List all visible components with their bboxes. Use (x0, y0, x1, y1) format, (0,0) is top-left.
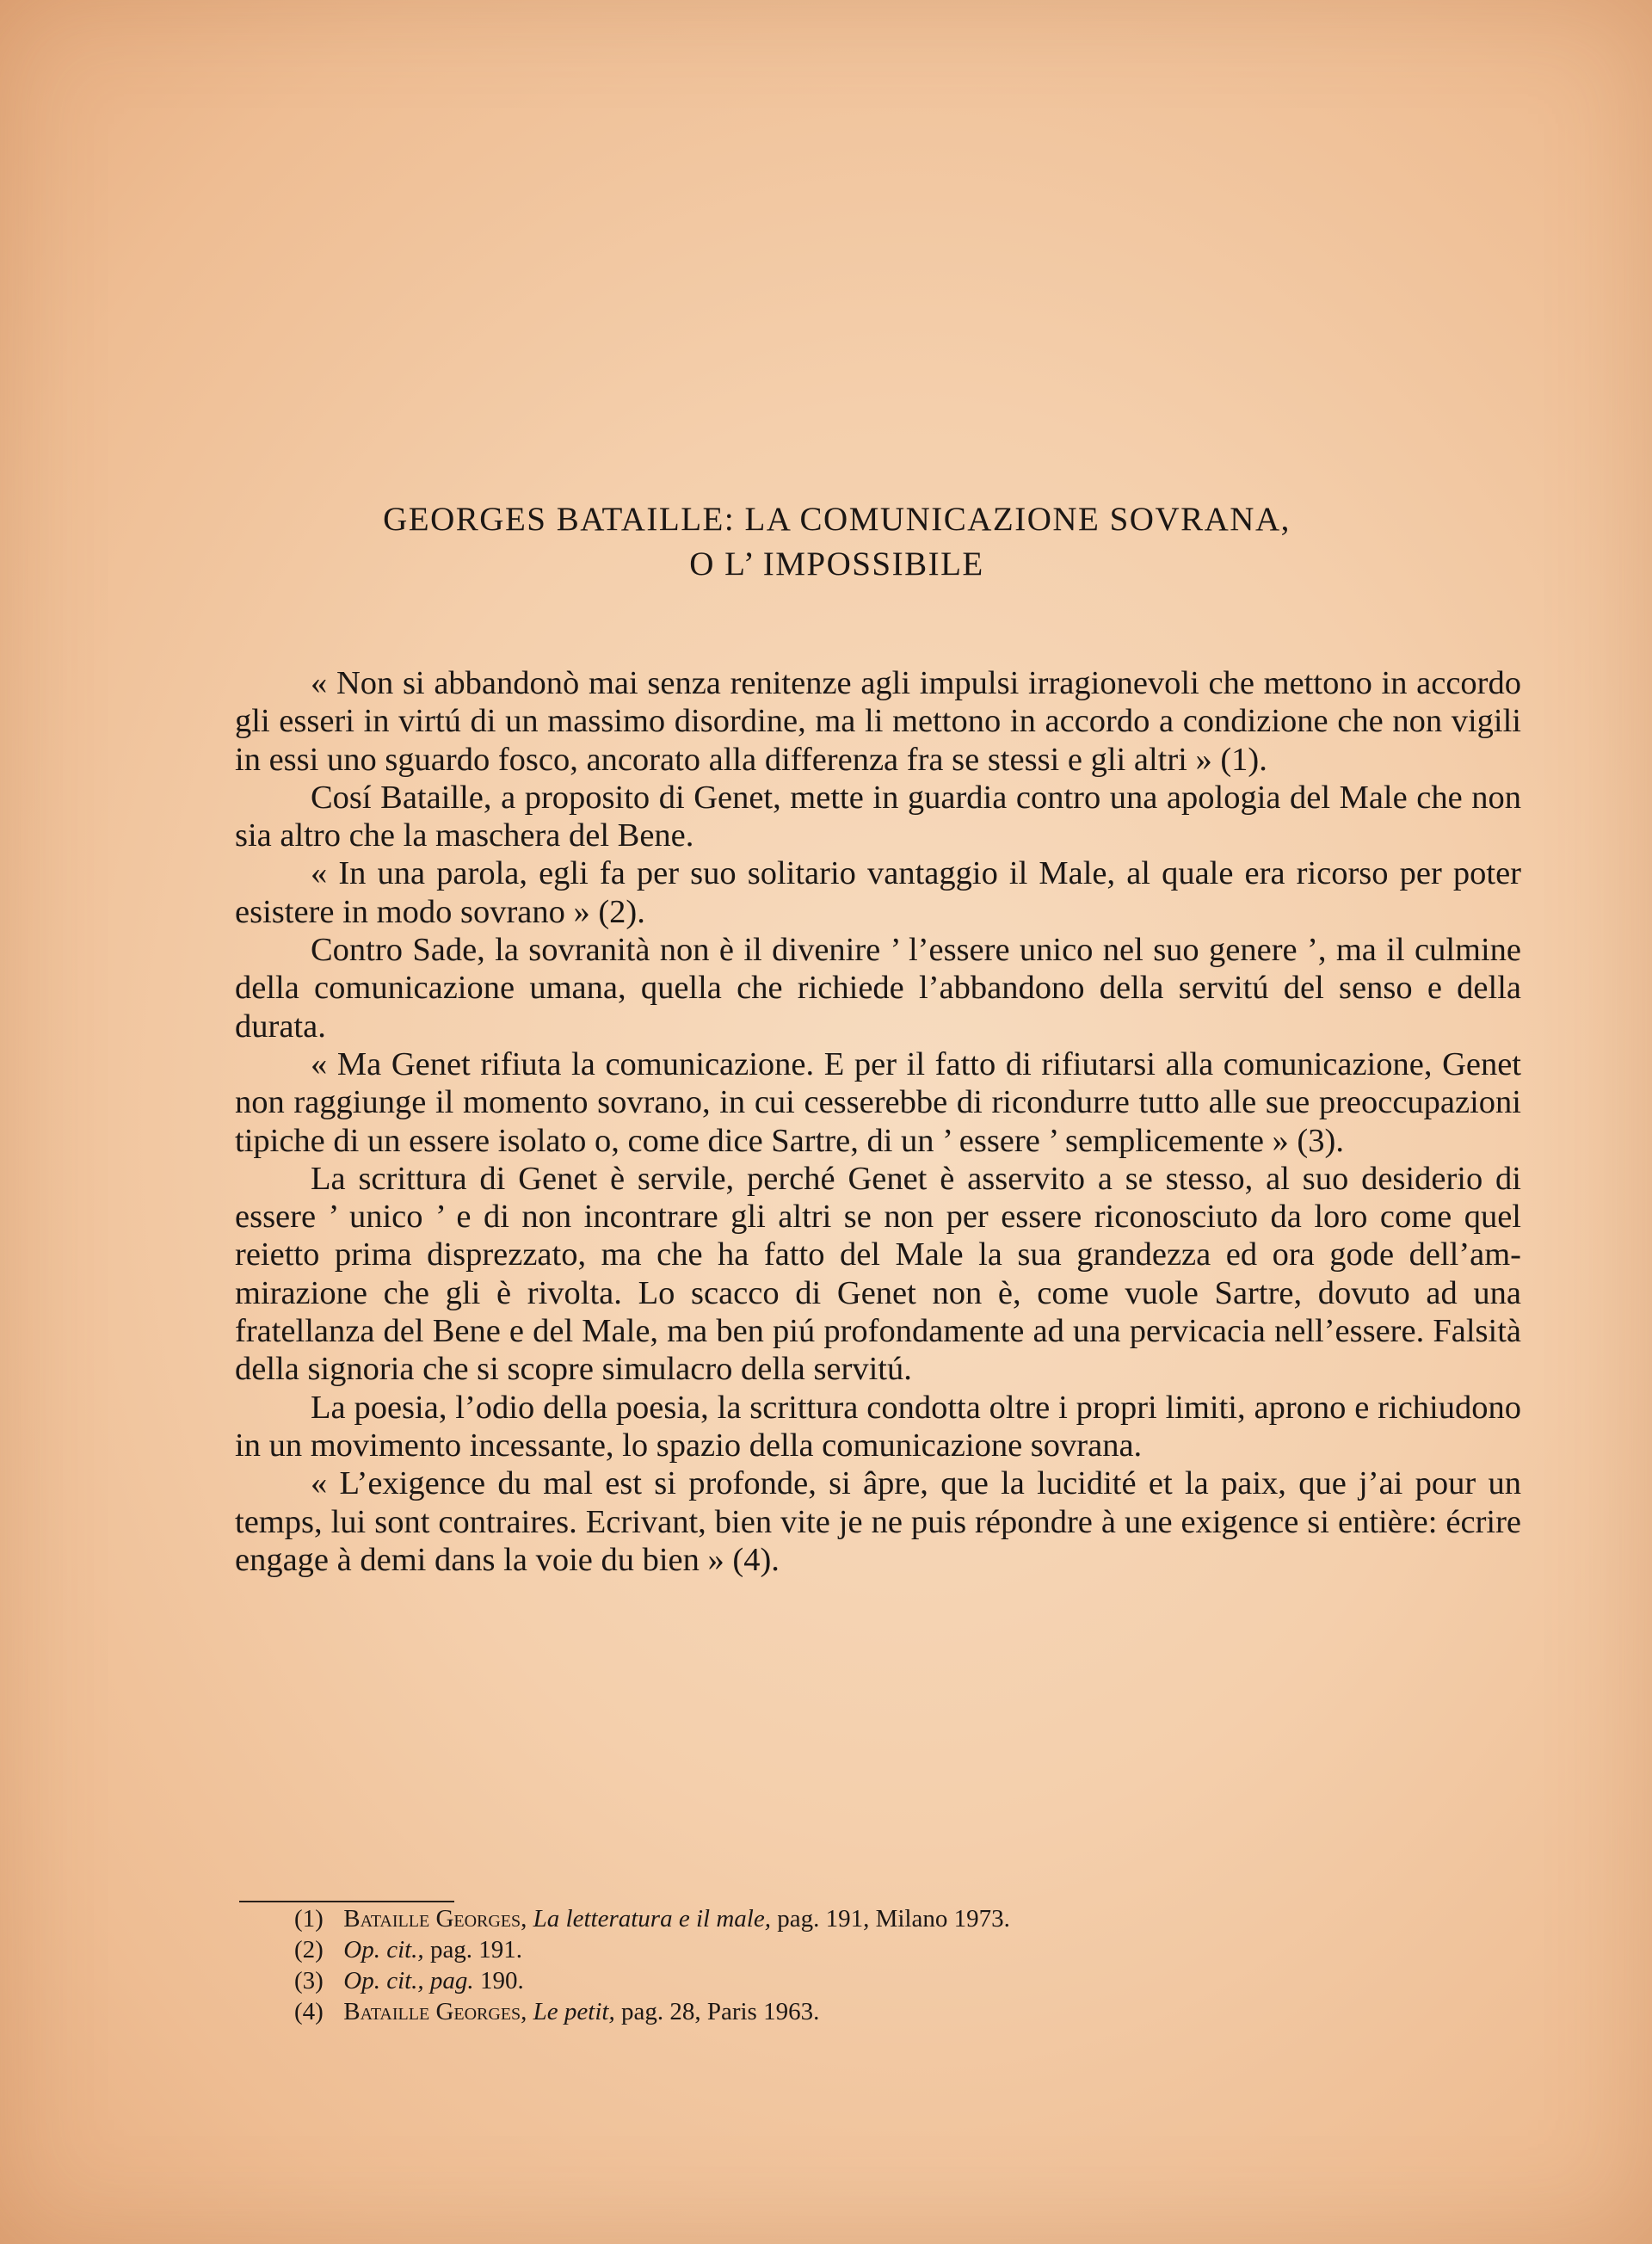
footnote-details: pag. 191. (429, 1936, 523, 1964)
footnote-number: (4) (294, 1998, 324, 2025)
footnote-work: Op. cit., (343, 1936, 424, 1964)
paragraph-5: « Ma Genet rifiuta la comunicazione. E per il fatto di rifiutarsi alla comunicazione, Genet non raggiunge il momento sovrano, in cui cesserebbe di ricondurre tutto alle sue preoccupazioni tipiche di un essere isolato o, come dice Sartre, di un ’ essere ’ semplicemente » (3). (235, 1045, 1521, 1159)
footnote-work: La letteratura e il male, (533, 1905, 771, 1933)
footnotes (294, 1903, 1482, 2027)
title-line-1: GEORGES BATAILLE: LA COMUNICAZIONE SOVRANA, (383, 501, 1291, 538)
footnote-divider (239, 1901, 454, 1902)
paragraph-6: La scrittura di Genet è servile, perché Genet è asservito a se stesso, al suo desiderio di essere ’ unico ’ e di non incontrare gli altri se non per essere riconosciuto da loro come quel reietto prima disprezzato, ma che ha fatto del Male la sua grandezza ed ora gode dell’ammirazione che gli è rivolta. Lo scacco di Genet non è, come vuole Sartre, dovuto ad una fratellanza del Bene e del Male, ma ben piú profondamente ad una pervicacia nell’essere. Falsità della signoria che si scopre simulacro della servitú. (235, 1160, 1521, 1388)
footnote-number: (3) (294, 1967, 324, 1994)
paragraph-4: Contro Sade, la sovranità non è il divenire ’ l’essere unico nel suo genere ’, ma il culmine della comunicazione umana, quella che richiede l’abbandono della servitú del senso e della durata. (235, 932, 1521, 1045)
paragraph-2: Cosí Bataille, a proposito di Genet, mette in guardia contro una apologia del Male che non sia altro che la maschera del Bene. (235, 779, 1521, 854)
chapter-title (237, 497, 1437, 587)
footnote-number: (1) (294, 1905, 324, 1933)
paragraph-8: « L’exigence du mal est si profonde, si âpre, que la lucidité et la paix, que j’ai pour un temps, lui sont contraires. Ecrivant, bien vite je ne puis répondre à une exigence si entière: écrire engage à demi dans la voie du bien » (4). (235, 1465, 1521, 1578)
footnote-author: Bataille Georges, (343, 1905, 527, 1933)
paragraph-7: La poesia, l’odio della poesia, la scrittura condotta oltre i propri limiti, aprono e richiudono in un movimento incessante, lo spazio della comunicazione sovrana. (235, 1389, 1521, 1464)
footnote-1 (294, 1903, 1482, 1934)
footnote-details: pag. 28, Paris 1963. (620, 1998, 820, 2025)
footnote-2 (294, 1934, 1482, 1965)
footnote-details: 190. (479, 1967, 524, 1994)
footnote-work: Op. cit., pag. (343, 1967, 474, 1994)
footnote-3 (294, 1965, 1482, 1996)
footnote-author: Bataille Georges, (343, 1998, 527, 2025)
body-text (235, 664, 1521, 1579)
footnote-details: pag. 191, Milano 1973. (777, 1905, 1010, 1933)
title-line-2: O L’ IMPOSSIBILE (689, 546, 984, 583)
paragraph-3: « In una parola, egli fa per suo solitario vantaggio il Male, al quale era ricorso per poter esistere in modo sovrano » (2). (235, 855, 1521, 930)
paragraph-1: « Non si abbandonò mai senza renitenze agli impulsi irragionevoli che mettono in accordo gli esseri in virtú di un massimo disordine, ma li mettono in accordo a condizione che non vigili in essi uno sguardo fosco, ancorato alla differenza fra se stessi e gli altri » (1). (235, 665, 1521, 778)
footnote-number: (2) (294, 1936, 324, 1964)
footnote-4 (294, 1996, 1482, 2027)
footnote-work: Le petit, (533, 1998, 615, 2025)
